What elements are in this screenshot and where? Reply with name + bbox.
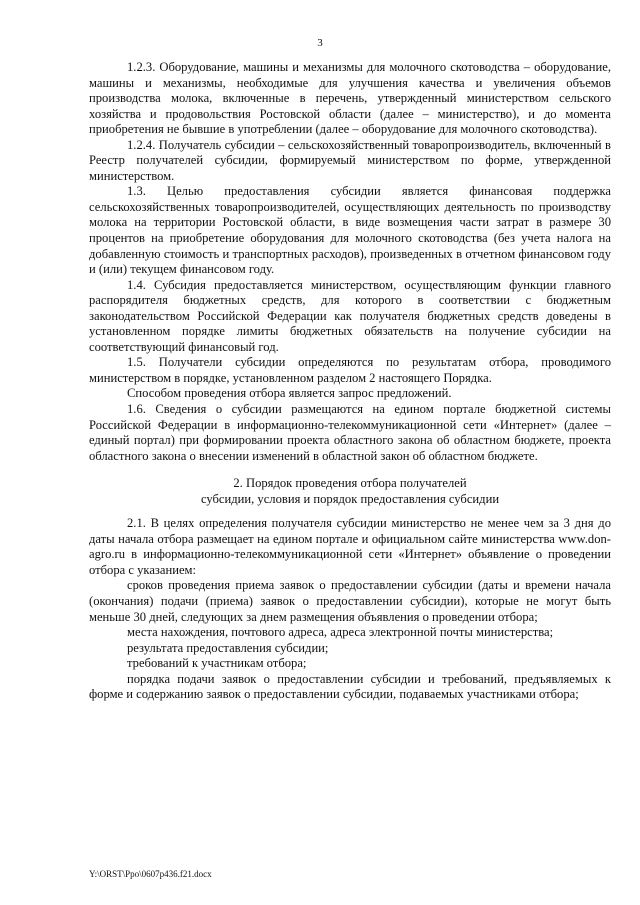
paragraph-1-5: 1.5. Получатели субсидии определяются по результатам отбора, проводимого министерством в порядке, установленном разделом 2 настоящего Порядка. (89, 355, 611, 385)
list-item-address: места нахождения, почтового адреса, адреса электронной почты министерства; (127, 625, 554, 640)
paragraph-1-2-3: 1.2.3. Оборудование, машины и механизмы для молочного скотоводства – оборудование, машины и механизмы, необходимые для улучшения качества и увеличения объемов производства молока, включенные в перечень, утвержденный министерством сельского хозяйства и продовольствия Ростовской области (далее – министерство), и до момента приобретения не бывшие в употреблении (далее – оборудование для молочного скотоводства). (89, 60, 611, 137)
paragraph-2-1: 2.1. В целях определения получателя субсидии министерство не менее чем за 3 дня до даты начала отбора размещает на едином портале и официальном сайте министерства www.don-agro.ru в информационно-телекоммуникационной сети «Интернет» объявление о проведении отбора с указанием: (89, 516, 611, 577)
paragraph-selection-method: Способом проведения отбора является запрос предложений. (127, 386, 452, 401)
list-item-result: результата предоставления субсидии; (127, 640, 329, 655)
list-item-requirements: требований к участникам отбора; (127, 656, 307, 671)
list-item-submission-procedure: порядка подачи заявок о предоставлении субсидии и требований, предъявляемых к форме и содержанию заявок о предоставлении субсидии, подаваемых участниками отбора; (89, 671, 611, 702)
section-2-heading-line-1: 2. Порядок проведения отбора получателей (233, 476, 467, 491)
section-2-heading (89, 475, 611, 507)
paragraph-1-4: 1.4. Субсидия предоставляется министерством, осуществляющим функции главного распорядителя бюджетных средств, для которого в соответствии с бюджетным законодательством Российской Федерации как получателя бюджетных средств доведены в установленном порядке лимиты бюджетных обязательств на получение субсидии на соответствующий финансовый год. (89, 277, 611, 354)
paragraph-1-3: 1.3. Целью предоставления субсидии является финансовая поддержка сельскохозяйственных товаропроизводителей, осуществляющих деятельность по производству молока на территории Ростовской области, в виде возмещения части затрат в размере 30 процентов на приобретение оборудования для молочного скотоводства (без учета налога на добавленную стоимость и транспортных расходов), произведенных в отчетном финансовом году и (или) текущем финансовом году. (89, 184, 611, 277)
paragraph-1-6: 1.6. Сведения о субсидии размещаются на едином портале бюджетной системы Российской Федерации в информационно-телекоммуникационной сети «Интернет» (далее – единый портал) при формировании проекта областного закона об областном бюджете, проекта областного закона о внесении изменений в областной закон об областном бюджете. (89, 402, 611, 463)
list-item-deadlines: сроков проведения приема заявок о предоставлении субсидии (даты и времени начала (окончания) подачи (приема) заявок о предоставлении субсидии), которые не могут быть меньше 30 дней, следующих за днем размещения объявления о проведении отбора; (89, 578, 611, 624)
paragraph-1-2-4: 1.2.4. Получатель субсидии – сельскохозяйственный товаропроизводитель, включенный в Реестр получателей субсидии, формируемый министерством по форме, утвержденной министерством. (89, 137, 611, 183)
page-number: 3 (317, 37, 323, 49)
document-body (89, 60, 611, 703)
file-path-footer: Y:\ORST\Ppo\0607p436.f21.docx (89, 869, 212, 879)
section-2-heading-line-2: субсидии, условия и порядок предоставления субсидии (200, 492, 500, 507)
